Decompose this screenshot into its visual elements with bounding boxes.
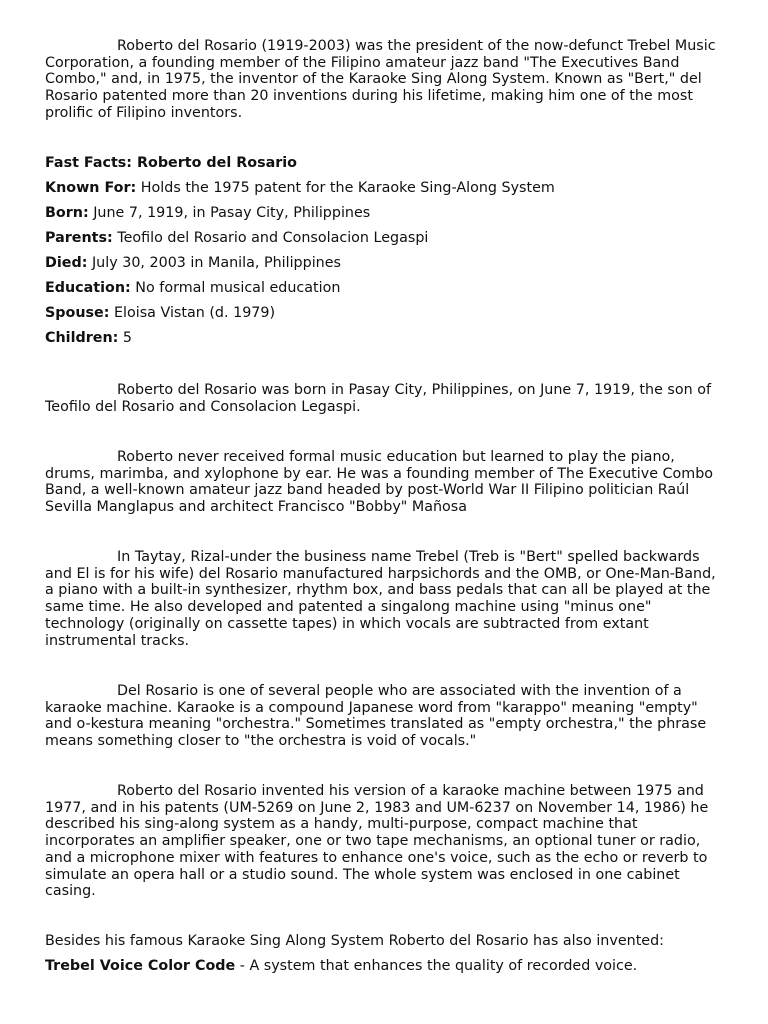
fact-label: Education: [45, 280, 131, 296]
invention-value: - A system that enhances the quality of recorded voice. [235, 958, 638, 974]
fact-children [45, 329, 132, 347]
body-paragraph-birth: Roberto del Rosario was born in Pasay City, Philippines, on June 7, 1919, the son of Teofilo del Rosario and Consolacion Legaspi. [45, 382, 712, 415]
invention-label: Trebel Voice Color Code [45, 958, 236, 974]
fact-born [45, 204, 370, 222]
fact-value: June 7, 1919, in Pasay City, Philippines [88, 205, 371, 221]
fact-spouse [45, 304, 275, 322]
fast-facts-section [45, 154, 727, 346]
fast-facts-title: Fast Facts: Roberto del Rosario [45, 155, 298, 171]
fact-known-for [45, 179, 555, 197]
invention-item [45, 957, 727, 975]
fact-label: Spouse: [45, 305, 110, 321]
fact-value: July 30, 2003 in Manila, Philippines [87, 255, 341, 271]
fact-value: Eloisa Vistan (d. 1979) [109, 305, 276, 321]
body-paragraph-trebel: In Taytay, Rizal-under the business name Trebel (Treb is "Bert" spelled backwards and El is for his wife) del Rosario manufactured harpsichords and the OMB, or One-Man-Band, a piano with a built-in synthesizer, rhythm box, and bass pedals that can all be played at the same time. He also developed and patented a singalong machine using "minus one" technology (originally on cassette tapes) in which vocals are subtracted from extant instrumental tracks. [45, 549, 716, 649]
fact-value: Teofilo del Rosario and Consolacion Legaspi [112, 230, 429, 246]
fact-parents [45, 229, 428, 247]
fact-education [45, 279, 340, 297]
body-paragraph-karaoke: Del Rosario is one of several people who are associated with the invention of a karaoke machine. Karaoke is a compound Japanese word from "karappo" meaning "empty" and o-kestura meaning "orchestra." Sometimes translated as "empty orchestra," the phrase means something closer to "the orchestra is void of vocals." [45, 683, 707, 750]
fact-label: Known For: [45, 180, 137, 196]
fact-value: Holds the 1975 patent for the Karaoke Sing-Along System [136, 180, 555, 196]
fact-label: Born: [45, 205, 89, 221]
fact-value: No formal musical education [130, 280, 341, 296]
body-paragraph-patents: Roberto del Rosario invented his version of a karaoke machine between 1975 and 1977, and in his patents (UM-5269 on June 2, 1983 and UM-6237 on November 14, 1986) he described his sing-along system as a handy, multi-purpose, compact machine that incorporates an amplifier speaker, one or two tape mechanisms, an optional tuner or radio, and a microphone mixer with features to enhance one's voice, such as the echo or reverb to simulate an opera hall or a studio sound. The whole system was enclosed in one cabinet casing. [45, 783, 709, 900]
fact-died [45, 254, 341, 272]
besides-paragraph: Besides his famous Karaoke Sing Along System Roberto del Rosario has also invented: [45, 933, 664, 949]
fact-label: Children: [45, 330, 119, 346]
intro-paragraph: Roberto del Rosario (1919-2003) was the president of the now-defunct Trebel Music Corporation, a founding member of the Filipino amateur jazz band "The Executives Band Combo," and, in 1975, the inventor of the Karaoke Sing Along System. Known as "Bert," del Rosario patented more than 20 inventions during his lifetime, making him one of the most prolific of Filipino inventors. [45, 38, 716, 121]
fact-label: Parents: [45, 230, 113, 246]
body-paragraph-music: Roberto never received formal music education but learned to play the piano, drums, marimba, and xylophone by ear. He was a founding member of The Executive Combo Band, a well-known amateur jazz band headed by post-World War II Filipino politician Raúl Sevilla Manglapus and architect Francisco "Bobby" Mañosa [45, 449, 714, 516]
fact-label: Died: [45, 255, 88, 271]
fact-value: 5 [118, 330, 133, 346]
